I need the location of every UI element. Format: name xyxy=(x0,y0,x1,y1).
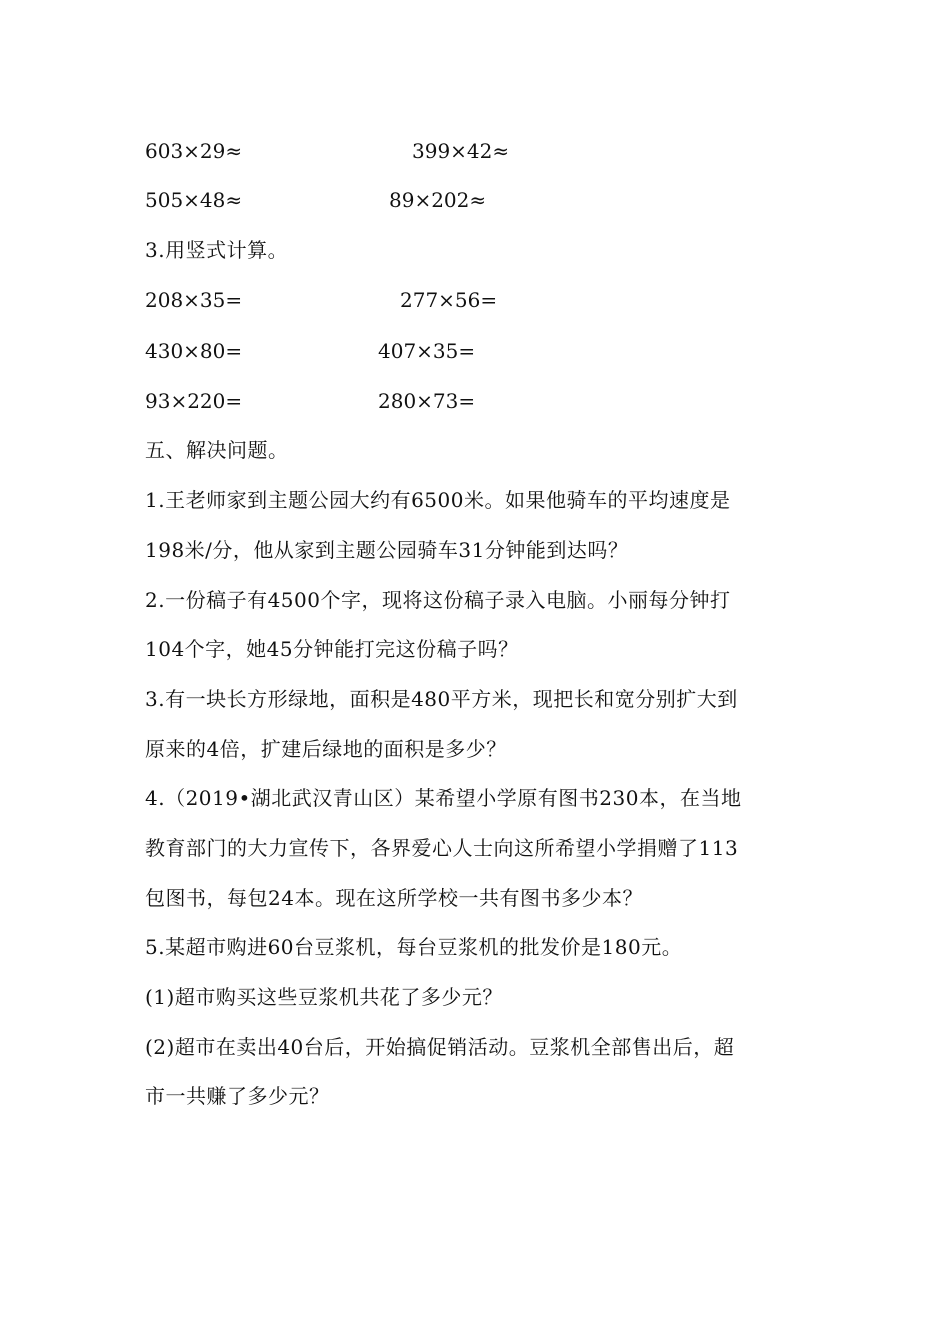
problem-2-line-2: 104个字，她45分钟能打完这份稿子吗？ xyxy=(145,637,519,661)
estimate-item: 399×42≈ xyxy=(412,139,510,163)
problem-4-line-3: 包图书，每包24本。现在这所学校一共有图书多少本？ xyxy=(145,886,643,910)
calc-row-1 xyxy=(145,290,845,314)
problem-5-line-1: 5.某超市购进60台豆浆机，每台豆浆机的批发价是180元。 xyxy=(145,935,683,959)
estimate-row-1 xyxy=(145,141,845,165)
problem-5-sub-2-line-2: 市一共赚了多少元？ xyxy=(145,1084,330,1108)
estimate-item: 603×29≈ xyxy=(145,139,243,163)
calc-item: 280×73= xyxy=(378,389,476,413)
problem-3-line-1: 3.有一块长方形绿地，面积是480平方米，现把长和宽分别扩大到 xyxy=(145,687,738,711)
problem-4-line-1: 4.（2019•湖北武汉青山区）某希望小学原有图书230本，在当地 xyxy=(145,786,742,810)
estimate-row-2 xyxy=(145,190,845,214)
calc-row-2 xyxy=(145,341,845,365)
calc-item: 277×56= xyxy=(400,288,498,312)
calc-row-3 xyxy=(145,391,845,415)
problem-5-sub-1: (1)超市购买这些豆浆机共花了多少元？ xyxy=(145,985,503,1009)
problem-2-line-1: 2.一份稿子有4500个字，现将这份稿子录入电脑。小丽每分钟打 xyxy=(145,588,731,612)
problem-4-line-2: 教育部门的大力宣传下，各界爱心人士向这所希望小学捐赠了113 xyxy=(145,836,739,860)
problem-1-line-1: 1.王老师家到主题公园大约有6500米。如果他骑车的平均速度是 xyxy=(145,488,731,512)
calc-item: 208×35= xyxy=(145,288,243,312)
calc-item: 407×35= xyxy=(378,339,476,363)
problem-1-line-2: 198米/分，他从家到主题公园骑车31分钟能到达吗？ xyxy=(145,538,629,562)
calc-item: 430×80= xyxy=(145,339,243,363)
estimate-item: 505×48≈ xyxy=(145,188,243,212)
estimate-item: 89×202≈ xyxy=(389,188,487,212)
problem-5-sub-2-line-1: (2)超市在卖出40台后，开始搞促销活动。豆浆机全部售出后，超 xyxy=(145,1035,735,1059)
section-heading-vertical-calc: 3.用竖式计算。 xyxy=(145,238,289,262)
section-heading-problems: 五、解决问题。 xyxy=(145,438,289,462)
calc-item: 93×220= xyxy=(145,389,243,413)
problem-3-line-2: 原来的4倍，扩建后绿地的面积是多少？ xyxy=(145,737,507,761)
